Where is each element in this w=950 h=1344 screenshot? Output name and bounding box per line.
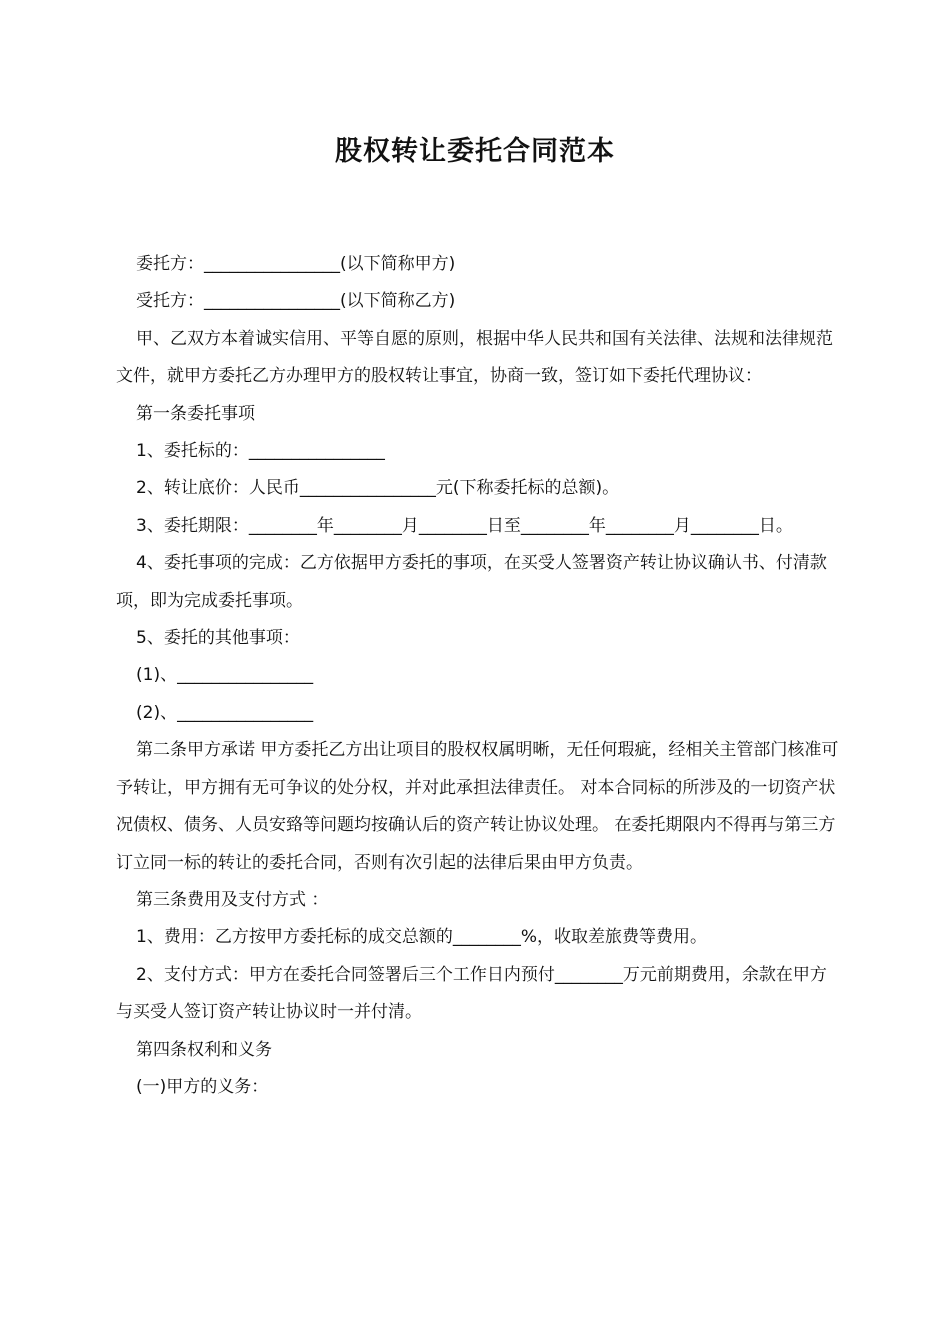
preamble-paragraph: 甲、乙双方本着诚实信用、平等自愿的原则，根据中华人民共和国有关法律、法规和法律规范文件，就甲方委托乙方办理甲方的股权转让事宜，协商一致，签订如下委托代理协议：: [116, 328, 833, 387]
article-1-item-1: 1、委托标的：________________: [136, 441, 385, 462]
document-body: [116, 246, 840, 1106]
article-1-heading: 第一条委托事项: [136, 403, 255, 424]
article-4-heading: 第四条权利和义务: [136, 1039, 272, 1060]
article-1-item-3: 3、委托期限：________年________月________日至________年________月________日。: [136, 515, 793, 536]
article-1-item-2: 2、转让底价：人民币________________元(下称委托标的总额)。: [136, 478, 620, 499]
article-3-heading: 第三条费用及支付方式 ：: [136, 889, 329, 910]
article-2-paragraph: 第二条甲方承诺 甲方委托乙方出让项目的股权权属明晰，无任何瑕疵，经相关主管部门核准可予转让，甲方拥有无可争议的处分权，并对此承担法律责任。 对本合同标的所涉及的一切资产状况债权、债务、人员安臵等问题均按确认后的资产转让协议处理。 在委托期限内不得再与第三方订立同一标的转让的委托合同，否则有次引起的法律后果由甲方负责。: [116, 740, 839, 873]
document-title: 股权转让委托合同范本: [335, 136, 615, 167]
article-1-subitem-1: (1)、________________: [136, 665, 314, 686]
article-4-subheading-1: (一)甲方的义务：: [136, 1076, 269, 1097]
article-3-item-2: 2、支付方式：甲方在委托合同签署后三个工作日内预付________万元前期费用，余款在甲方与买受人签订资产转让协议时一并付清。: [116, 964, 827, 1023]
article-1-item-5: 5、委托的其他事项：: [136, 628, 300, 649]
clause-agent: 受托方：________________(以下简称乙方): [136, 291, 456, 312]
clause-principal: 委托方：________________(以下简称甲方): [136, 254, 456, 274]
article-3-item-1: 1、费用：乙方按甲方委托标的成交总额的________%，收取差旅费等费用。: [136, 927, 707, 948]
article-1-item-4: 4、委托事项的完成：乙方依据甲方委托的事项，在买受人签署资产转让协议确认书、付清款项，即为完成委托事项。: [116, 553, 827, 611]
article-1-subitem-2: (2)、________________: [136, 702, 314, 723]
